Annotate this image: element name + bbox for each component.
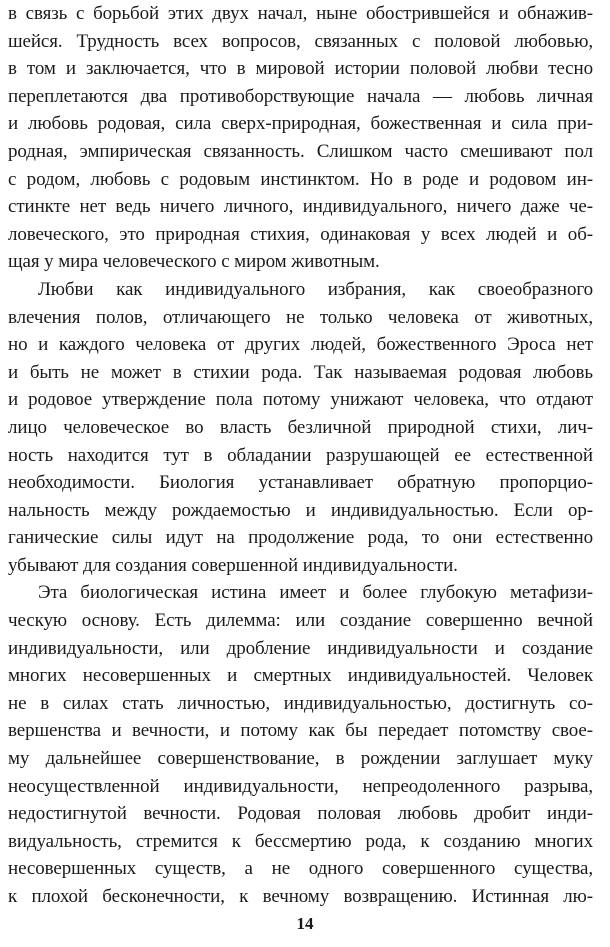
text-line: щая у мира человеческого с миром животным. <box>8 251 380 273</box>
text-line: ловеческого, это природная стихия, одинаковая у всех людей и об- <box>8 223 593 245</box>
page-number: 14 <box>296 914 314 933</box>
text-line: с родом, любовь с родовым инстинктом. Но в роде и родовом ин- <box>8 168 593 190</box>
text-line: несовершенных существ, а не одного совершенного существа, <box>8 858 593 880</box>
text-line: индивидуальности, или дробление индивидуальности и создание <box>8 637 593 659</box>
text-line: и любовь родовая, сила сверх-природная, божественная и сила при- <box>8 113 593 135</box>
text-line: ческую основу. Есть дилемма: или создание совершенно вечной <box>8 610 593 632</box>
text-line: родная, эмпирическая связанность. Слишком часто смешивают пол <box>8 140 593 162</box>
text-line: не в силах стать личностью, индивидуальностью, достигнуть со- <box>8 692 593 714</box>
text-line: ность находится тут в обладании разрушающей ее естественной <box>8 444 593 466</box>
paragraph-first-line: Любви как индивидуального избрания, как своеобразного <box>38 278 593 300</box>
text-line: лицо человеческое во власть безличной природной стихи, лич- <box>8 416 593 438</box>
text-line: многих несовершенных и смертных индивидуальностей. Человек <box>8 665 593 687</box>
text-line: и быть не может в стихии рода. Так называемая родовая любовь <box>8 361 593 383</box>
text-line: но и каждого человека от других людей, божественного Эроса нет <box>8 334 593 356</box>
text-line: убывают для создания совершенной индивидуальности. <box>8 554 458 576</box>
text-line: переплетаются два противоборствующие начала — любовь личная <box>8 85 593 107</box>
text-line: шейся. Трудность всех вопросов, связанных с половой любовью, <box>8 30 593 52</box>
text-line: му дальнейшее совершенствование, в рождении заглушает муку <box>8 748 593 770</box>
text-line: и родовое утверждение пола потому унижают человека, что отдают <box>8 389 593 411</box>
paragraph-first-line: Эта биологическая истина имеет и более глубокую метафизи- <box>38 582 593 604</box>
text-line: влечения полов, отличающего не только человека от животных, <box>8 306 593 328</box>
text-line: в связь с борьбой этих двух начал, ныне обострившейся и обнажив- <box>8 3 593 24</box>
text-line: вершенства и вечности, и потому как бы передает потомству свое- <box>8 720 593 742</box>
text-line: ганические силы идут на продолжение рода, то они естественно <box>8 527 593 549</box>
text-line: необходимости. Биология устанавливает обратную пропорцио- <box>8 472 593 494</box>
text-line: стинкте нет ведь ничего личного, индивидуального, ничего даже че- <box>8 196 593 218</box>
body-text <box>8 0 593 911</box>
text-line: к плохой бесконечности, к вечному возвращению. Истинная лю- <box>8 886 593 907</box>
text-line: недостигнутой вечности. Родовая половая любовь дробит инди- <box>8 803 593 825</box>
text-line: видуальность, стремится к бессмертию рода, к созданию многих <box>8 830 593 852</box>
text-line: в том и заключается, что в мировой истории половой любви тесно <box>8 58 593 80</box>
text-line: нальность между рождаемостью и индивидуальностью. Если ор- <box>8 499 593 521</box>
text-line: неосуществленной индивидуальности, непреодоленного разрыва, <box>8 775 593 797</box>
